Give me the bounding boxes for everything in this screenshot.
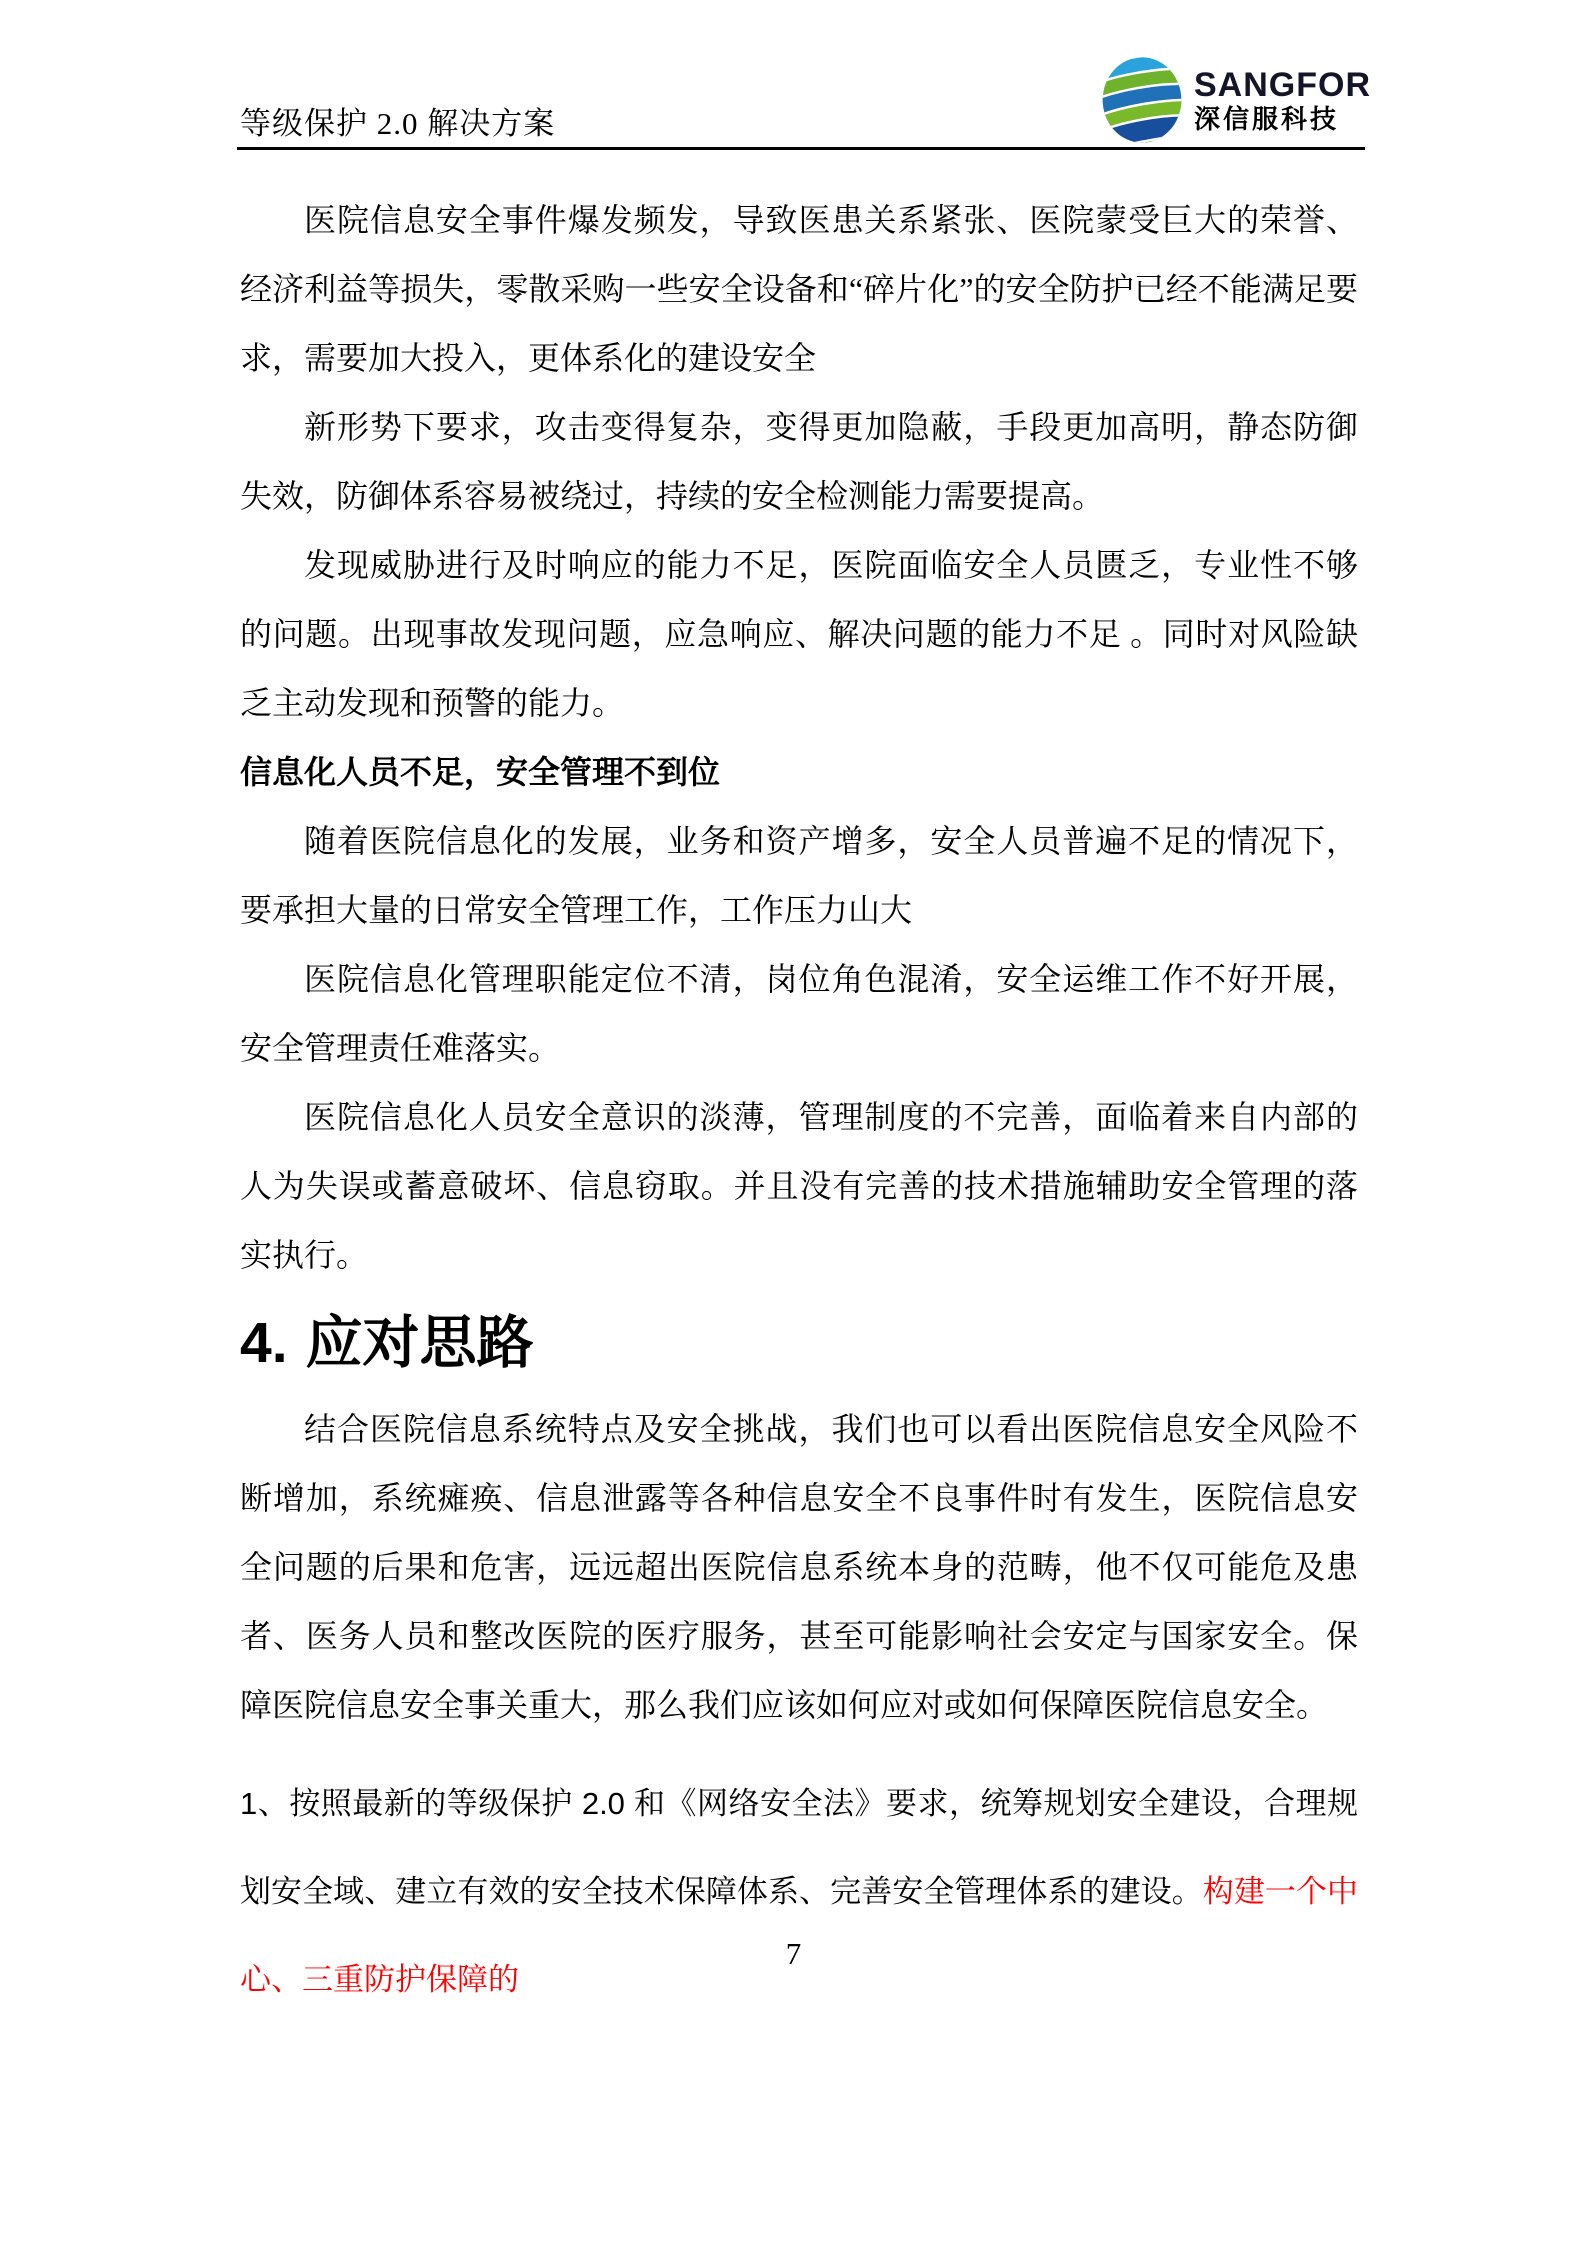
header-doc-title: 等级保护 2.0 解决方案 [240,106,556,141]
paragraph: 结合医院信息系统特点及安全挑战，我们也可以看出医院信息安全风险不断增加，系统瘫痪、信息泄露等各种信息安全不良事件时有发生，医院信息安全问题的后果和危害，远远超出医院信息系统本身的范畴，他不仅可能危及患者、医务人员和整改医院的医疗服务，甚至可能影响社会安定与国家安全。保障医院信息安全事关重大，那么我们应该如何应对或如何保障医院信息安全。 [240,1411,1358,1723]
sangfor-globe-icon [1100,54,1184,146]
paragraph: 医院信息化人员安全意识的淡薄，管理制度的不完善，面临着来自内部的人为失误或蓄意破坏、信息窃取。并且没有完善的技术措施辅助安全管理的落实执行。 [240,1099,1358,1273]
highlighted-red-text: 构建一个中心、三重防护保障的 [240,1874,1359,1997]
logo-company-name: 深信服科技 [1194,104,1340,134]
section-title: 应对思路 [305,1312,534,1375]
sangfor-logo [1100,54,1371,146]
paragraph: 医院信息化管理职能定位不清，岗位角色混淆，安全运维工作不好开展，安全管理责任难落实。 [240,961,1358,1066]
section-heading [240,1296,1358,1391]
page-number: 7 [785,1936,802,1971]
logo-brand-name: SANGFOR [1194,66,1371,104]
logo-text [1194,68,1371,132]
paragraph: 随着医院信息化的发展，业务和资产增多，安全人员普遍不足的情况下，要承担大量的日常安全管理工作，工作压力山大 [240,823,1358,928]
section-number: 4. [240,1311,288,1375]
document-body [240,186,1358,2024]
paragraph: 发现威胁进行及时响应的能力不足，医院面临安全人员匮乏，专业性不够的问题。出现事故发现问题，应急响应、解决问题的能力不足 。同时对风险缺乏主动发现和预警的能力。 [240,547,1358,721]
header-divider [237,147,1365,150]
paragraph: 医院信息安全事件爆发频发，导致医患关系紧张、医院蒙受巨大的荣誉、经济利益等损失，零散采购一些安全设备和“碎片化”的安全防护已经不能满足要求，需要加大投入，更体系化的建设安全 [240,202,1358,376]
paragraph: 新形势下要求，攻击变得复杂，变得更加隐蔽，手段更加高明，静态防御失效，防御体系容易被绕过，持续的安全检测能力需要提高。 [240,409,1358,514]
numbered-paragraph [240,1760,1358,2024]
numbered-paragraph-text: 1、按照最新的等级保护 2.0 和《网络安全法》要求，统筹规划安全建设，合理规划安全域、建立有效的安全技术保障体系、完善安全管理体系的建设。 [240,1786,1358,1909]
subsection-heading: 信息化人员不足，安全管理不到位 [240,754,721,790]
